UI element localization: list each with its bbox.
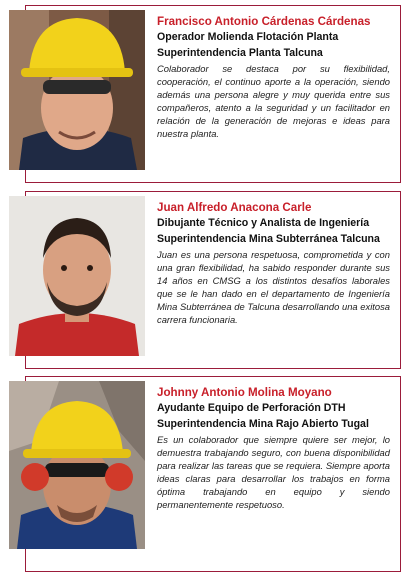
profile-unit: Superintendencia Planta Talcuna — [157, 47, 323, 59]
profile-text-3 — [157, 385, 390, 511]
profile-photo-1 — [9, 10, 145, 170]
profile-role: Ayudante Equipo de Perforación DTH — [157, 402, 346, 414]
profile-unit: Superintendencia Mina Rajo Abierto Tugal — [157, 418, 369, 430]
photo-worker-helmet-3 — [9, 381, 145, 549]
profile-text-2 — [157, 200, 390, 326]
photo-worker-helmet-1 — [9, 10, 145, 170]
profile-description: Colaborador se destaca por su flexibilidad, cooperación, el continuo aporte a la operación, siendo además una persona alegre y muy querida entre sus compañeros, atento a la seguridad y un facilitador en relación de la generación de mejoras e ideas para nuestra planta. — [157, 63, 390, 139]
profile-description: Juan es una persona respetuosa, comprometida y con una gran flexibilidad, ha sabido responder durante sus 14 años en CMSG a los distintos desafíos laborales que se le han dado en el departamento de Ingeniería Mina Subterránea de Talcuna desarrollando una exitosa carrera funcionaria. — [157, 249, 390, 325]
profile-card-1 — [25, 5, 401, 183]
profile-text-1 — [157, 14, 390, 140]
profile-name: Juan Alfredo Anacona Carle — [157, 201, 312, 214]
photo-worker-portrait-2 — [9, 196, 145, 356]
profile-role: Operador Molienda Flotación Planta — [157, 31, 339, 43]
profile-name: Johnny Antonio Molina Moyano — [157, 386, 332, 399]
profile-photo-3 — [9, 381, 145, 549]
profile-name: Francisco Antonio Cárdenas Cárdenas — [157, 15, 371, 28]
profile-role: Dibujante Técnico y Analista de Ingeniería — [157, 217, 370, 229]
profile-card-2 — [25, 191, 401, 369]
profile-photo-2 — [9, 196, 145, 356]
profile-description: Es un colaborador que siempre quiere ser mejor, lo demuestra trabajando seguro, con buena disponibilidad para realizar las tareas que se requiera. Siempre aporta ideas claras para desarrollar los trabajos en forma óptima trabajando en equipo y siendo permanentemente respetuoso. — [157, 434, 390, 510]
profile-card-3 — [25, 376, 401, 572]
profile-unit: Superintendencia Mina Subterránea Talcuna — [157, 233, 380, 245]
